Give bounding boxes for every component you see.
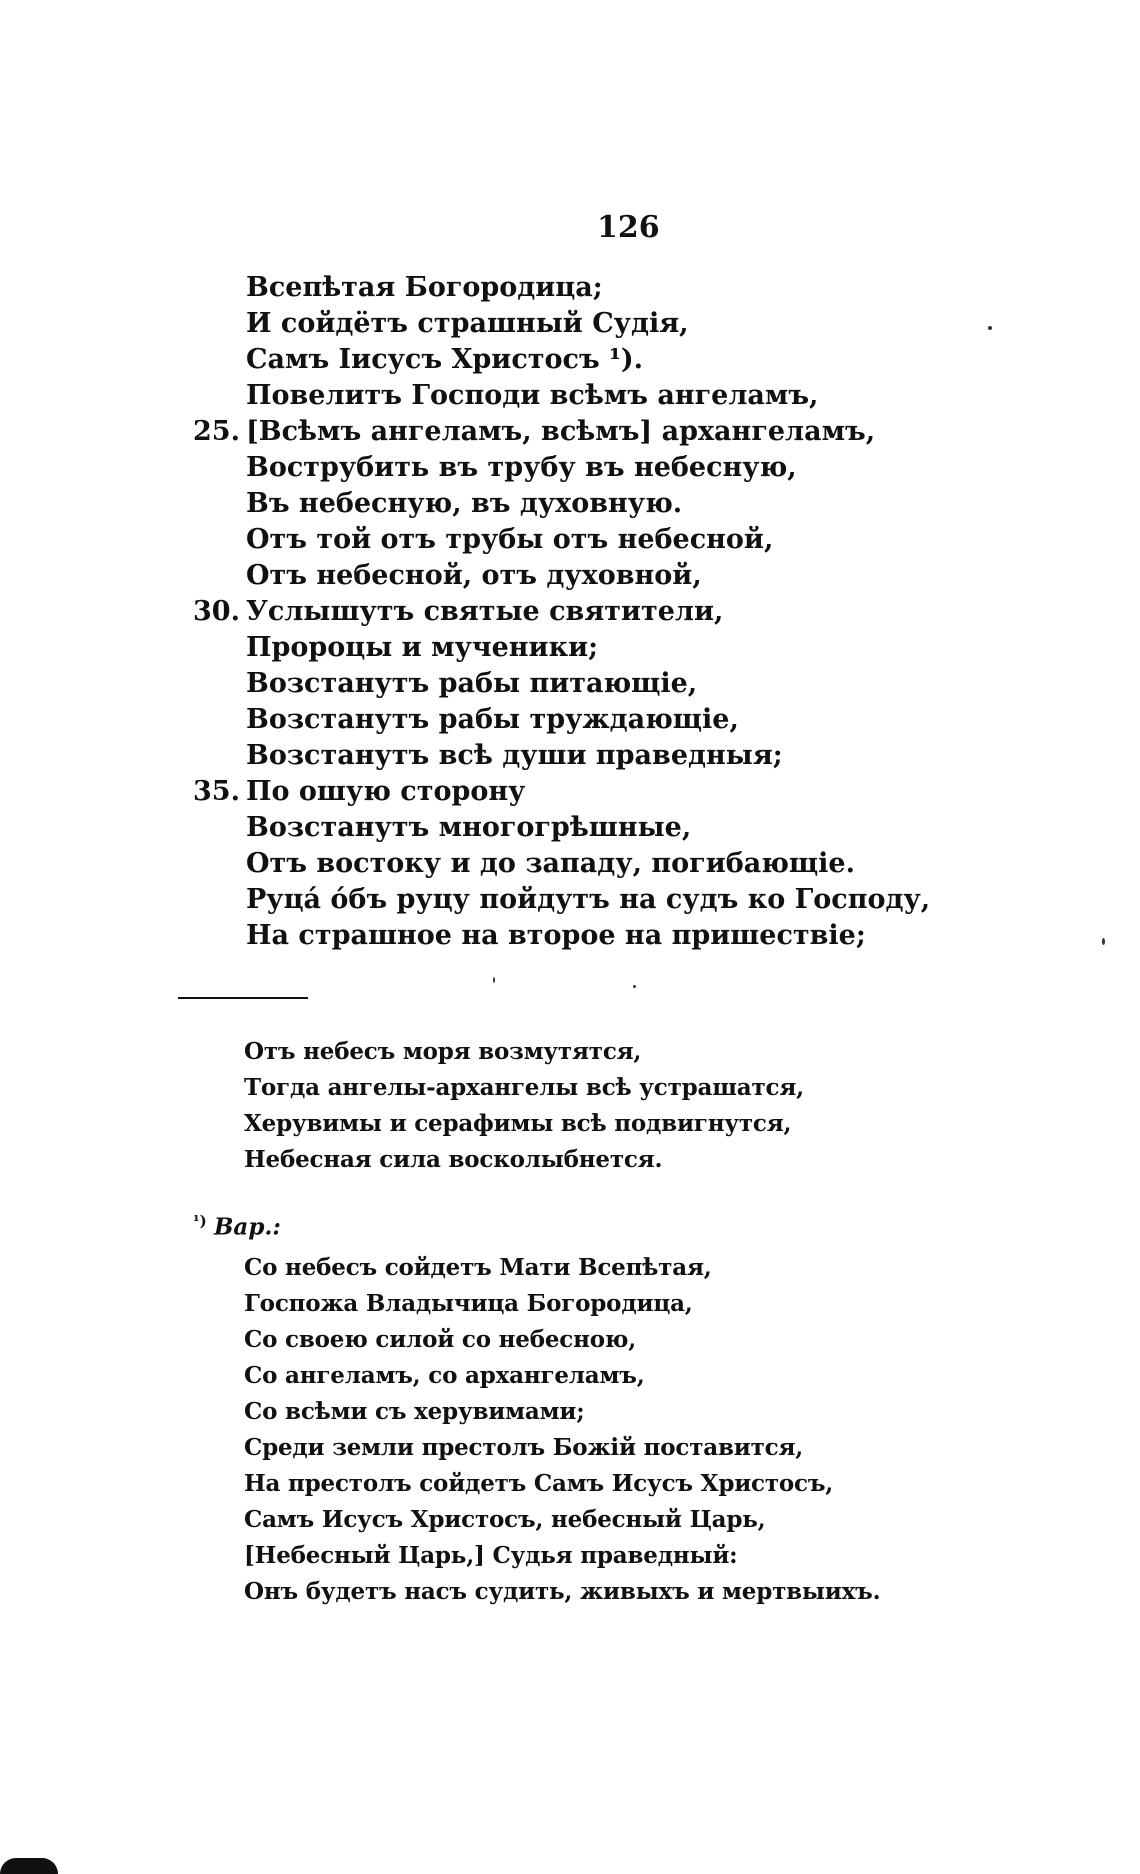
poem-line [0, 450, 1140, 486]
footnote-line: Со своею силой со небесною, [244, 1326, 637, 1353]
poem-line [0, 738, 1140, 774]
footnote-line: Херувимы и серафимы всѣ подвигнутся, [244, 1110, 792, 1137]
poem-line [0, 270, 1140, 306]
poem-line [0, 702, 1140, 738]
line-text: Возстанутъ многогрѣшные, [246, 812, 692, 843]
footnote-line: Со ангеламъ, со архангеламъ, [244, 1362, 645, 1389]
variant-label [193, 1206, 281, 1243]
footnote-line: Со небесъ сойдетъ Мати Всепѣтая, [244, 1254, 712, 1281]
footnote-line: На престолъ сойдетъ Самъ Исусъ Христосъ, [244, 1470, 834, 1497]
line-text: [Всѣмъ ангеламъ, всѣмъ] архангеламъ, [246, 416, 876, 447]
line-text: Возстанутъ рабы труждающіе, [246, 704, 739, 735]
poem-line [0, 414, 1140, 450]
line-text: Отъ востоку и до западу, погибающіе. [246, 848, 855, 879]
footnote-line: Со всѣми съ херувимами; [244, 1398, 585, 1425]
line-text: Отъ той отъ трубы отъ небесной, [246, 524, 774, 555]
line-text: Вострубить въ трубу въ небесную, [246, 452, 797, 483]
poem-line [0, 342, 1140, 378]
page-number: 126 [597, 210, 660, 245]
footnote-line: Тогда ангелы-архангелы всѣ устрашатся, [244, 1074, 804, 1101]
line-text: Повелитъ Господи всѣмъ ангеламъ, [246, 380, 819, 411]
footnote-line: Небесная сила восколыбнется. [244, 1146, 663, 1173]
footnote-line: Госпожа Владычица Богородица, [244, 1290, 693, 1317]
poem [0, 270, 1140, 954]
line-number: 35. [193, 776, 240, 807]
scan-speck [1102, 938, 1105, 945]
poem-line [0, 666, 1140, 702]
poem-line [0, 810, 1140, 846]
footnote-marker: ¹) [193, 1212, 207, 1230]
poem-line [0, 594, 1140, 630]
line-number: 25. [193, 416, 240, 447]
poem-line [0, 306, 1140, 342]
poem-line [0, 846, 1140, 882]
poem-line [0, 522, 1140, 558]
line-text: Всепѣтая Богородица; [246, 272, 603, 303]
poem-line [0, 378, 1140, 414]
poem-line [0, 558, 1140, 594]
line-text: Самъ Іисусъ Христосъ ¹). [246, 344, 644, 375]
footnote-rule [178, 997, 308, 999]
page-edge-mark [0, 1858, 58, 1874]
line-number: 30. [193, 596, 240, 627]
poem-line [0, 486, 1140, 522]
poem-line [0, 882, 1140, 918]
line-text: Въ небесную, въ духовную. [246, 488, 683, 519]
footnote-block-b [244, 1250, 1044, 1610]
line-text: И сойдётъ страшный Судія, [246, 308, 689, 339]
line-text: Пророцы и мученики; [246, 632, 599, 663]
footnote-line: Онъ будетъ насъ судить, живыхъ и мертвыихъ. [244, 1578, 881, 1605]
variant-abbr: Вар.: [213, 1213, 281, 1241]
line-text: Возстанутъ всѣ души праведныя; [246, 740, 783, 771]
footnote-line: Отъ небесъ моря возмутятся, [244, 1038, 642, 1065]
poem-line [0, 918, 1140, 954]
line-text: Возстанутъ рабы питающіе, [246, 668, 698, 699]
line-text: По ошую сторону [246, 776, 526, 807]
line-text: Услышутъ святые святители, [246, 596, 724, 627]
poem-line [0, 630, 1140, 666]
line-text: Отъ небесной, отъ духовной, [246, 560, 702, 591]
footnote-block-a [244, 1034, 1044, 1178]
scan-speck [988, 326, 992, 330]
footnote-line: [Небесный Царь,] Судья праведный: [244, 1542, 738, 1569]
scan-speck [633, 985, 636, 988]
footnote-line: Среди земли престолъ Божій поставится, [244, 1434, 804, 1461]
poem-line [0, 774, 1140, 810]
line-text: Руцá óбъ руцу пойдутъ на судъ ко Господу, [246, 884, 931, 915]
footnote-line: Самъ Исусъ Христосъ, небесный Царь, [244, 1506, 766, 1533]
line-text: На страшное на второе на пришествіе; [246, 920, 866, 951]
scan-speck [493, 977, 495, 983]
